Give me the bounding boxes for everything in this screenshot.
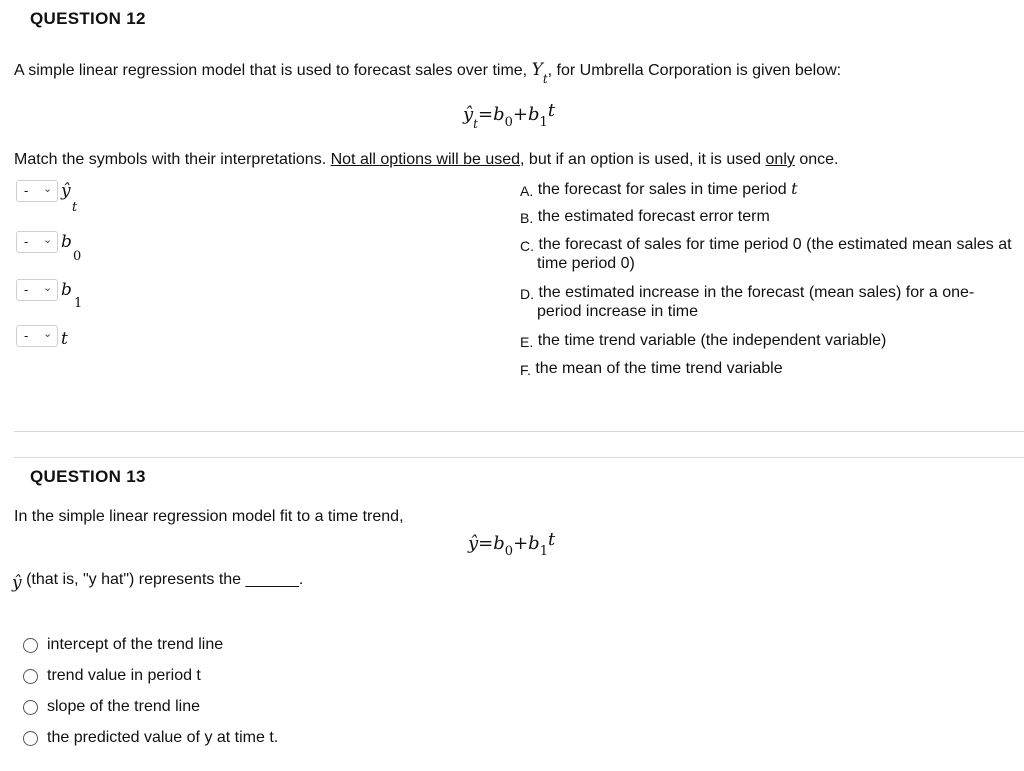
choice-label[interactable]: trend value in period t [47, 667, 201, 684]
option-text: the estimated increase in the forecast (mean sales) for a one-period increase in time [537, 284, 975, 320]
option-b [520, 207, 1020, 226]
select-value: - [24, 234, 29, 249]
chevron-down-icon: ⌄ [43, 328, 53, 340]
eq-plus: + [513, 533, 529, 554]
question-13-intro: In the simple linear regression model fit to a time trend, [14, 508, 404, 525]
intro-text-end: , for Umbrella Corporation is given below: [547, 62, 842, 79]
select-value: - [24, 183, 29, 198]
choice-label[interactable]: the predicted value of y at time t. [47, 729, 279, 746]
symbol-b0: b [61, 232, 72, 252]
question-12-equation [463, 100, 556, 131]
symbol-yhat: ŷ [61, 181, 71, 201]
eq-b0: b [493, 104, 505, 125]
option-text: the estimated forecast error term [537, 208, 770, 225]
select-value: - [24, 328, 29, 343]
select-value: - [24, 282, 29, 297]
chevron-down-icon: ⌄ [43, 234, 53, 246]
eq-t: t [547, 529, 556, 550]
instr-text-end: once. [794, 151, 839, 168]
option-text: the mean of the time trend variable [535, 360, 783, 377]
option-text: the time trend variable (the independent variable) [537, 332, 887, 349]
option-c [520, 235, 1023, 273]
option-f [520, 359, 1020, 378]
match-select-yhat[interactable] [16, 180, 58, 202]
question-12-instructions [14, 151, 838, 169]
eq-yhat-sub: t [473, 117, 478, 131]
eq-equals: = [478, 104, 494, 125]
prompt-yhat: ŷ [12, 573, 22, 593]
radio-button-icon[interactable] [23, 731, 38, 746]
question-13-title: QUESTION 13 [30, 467, 146, 486]
intro-text: A simple linear regression model that is used to forecast sales over time, [14, 62, 528, 79]
question-13-equation [468, 529, 556, 559]
instr-text: Match the symbols with their interpretations. [14, 151, 327, 168]
option-text: the forecast of sales for time period 0 (the estimated mean sales at time period 0) [537, 236, 1012, 272]
option-text: the forecast for sales in time period [537, 181, 787, 198]
intro-variable: Y [531, 60, 543, 80]
option-d [520, 283, 997, 321]
question-12-intro [14, 60, 842, 86]
eq-b0: b [493, 533, 505, 554]
symbol-b0-sub: 0 [73, 249, 82, 264]
chevron-down-icon: ⌄ [43, 282, 53, 294]
eq-yhat: ŷ [463, 104, 474, 125]
question-13-prompt [12, 569, 304, 593]
radio-button-icon[interactable] [23, 669, 38, 684]
option-letter: B. [520, 210, 534, 226]
question-12-title: QUESTION 12 [30, 9, 146, 28]
instr-underlined-2: only [765, 151, 795, 168]
radio-button-icon[interactable] [23, 638, 38, 653]
eq-b0-sub: 0 [504, 115, 513, 130]
option-letter: D. [520, 286, 534, 302]
choice-label[interactable]: slope of the trend line [47, 698, 200, 715]
eq-yhat: ŷ [468, 533, 479, 554]
option-letter: F. [520, 362, 531, 378]
eq-b1: b [528, 533, 540, 554]
symbol-b1-sub: 1 [74, 296, 83, 311]
instr-text-mid: , but if an option is used, it is used [520, 151, 762, 168]
option-var: t [791, 179, 798, 198]
eq-b0-sub: 0 [504, 544, 514, 559]
prompt-text: (that is, "y hat") represents the ______. [26, 571, 304, 588]
instr-underlined-1: Not all options will be used [330, 151, 521, 168]
chevron-down-icon: ⌄ [43, 183, 53, 195]
option-a [520, 179, 1020, 199]
eq-b1-sub: 1 [539, 115, 548, 130]
intro-variable-sub: t [542, 72, 548, 86]
match-select-t[interactable] [16, 325, 58, 347]
match-select-b0[interactable] [16, 231, 58, 253]
radio-button-icon[interactable] [23, 700, 38, 715]
choice-label[interactable]: intercept of the trend line [47, 636, 224, 653]
symbol-yhat-sub: t [72, 200, 78, 215]
eq-equals: = [478, 533, 494, 554]
option-e [520, 331, 1020, 350]
eq-b1: b [528, 104, 540, 125]
option-letter: A. [520, 183, 534, 199]
match-select-b1[interactable] [16, 279, 58, 301]
eq-plus: + [512, 104, 528, 125]
symbol-b1: b [61, 280, 72, 300]
eq-b1-sub: 1 [539, 544, 548, 559]
eq-t: t [547, 100, 556, 121]
divider [14, 457, 1024, 458]
symbol-t: t [61, 329, 68, 349]
option-letter: E. [520, 334, 534, 350]
option-letter: C. [520, 238, 534, 254]
divider [14, 431, 1024, 432]
